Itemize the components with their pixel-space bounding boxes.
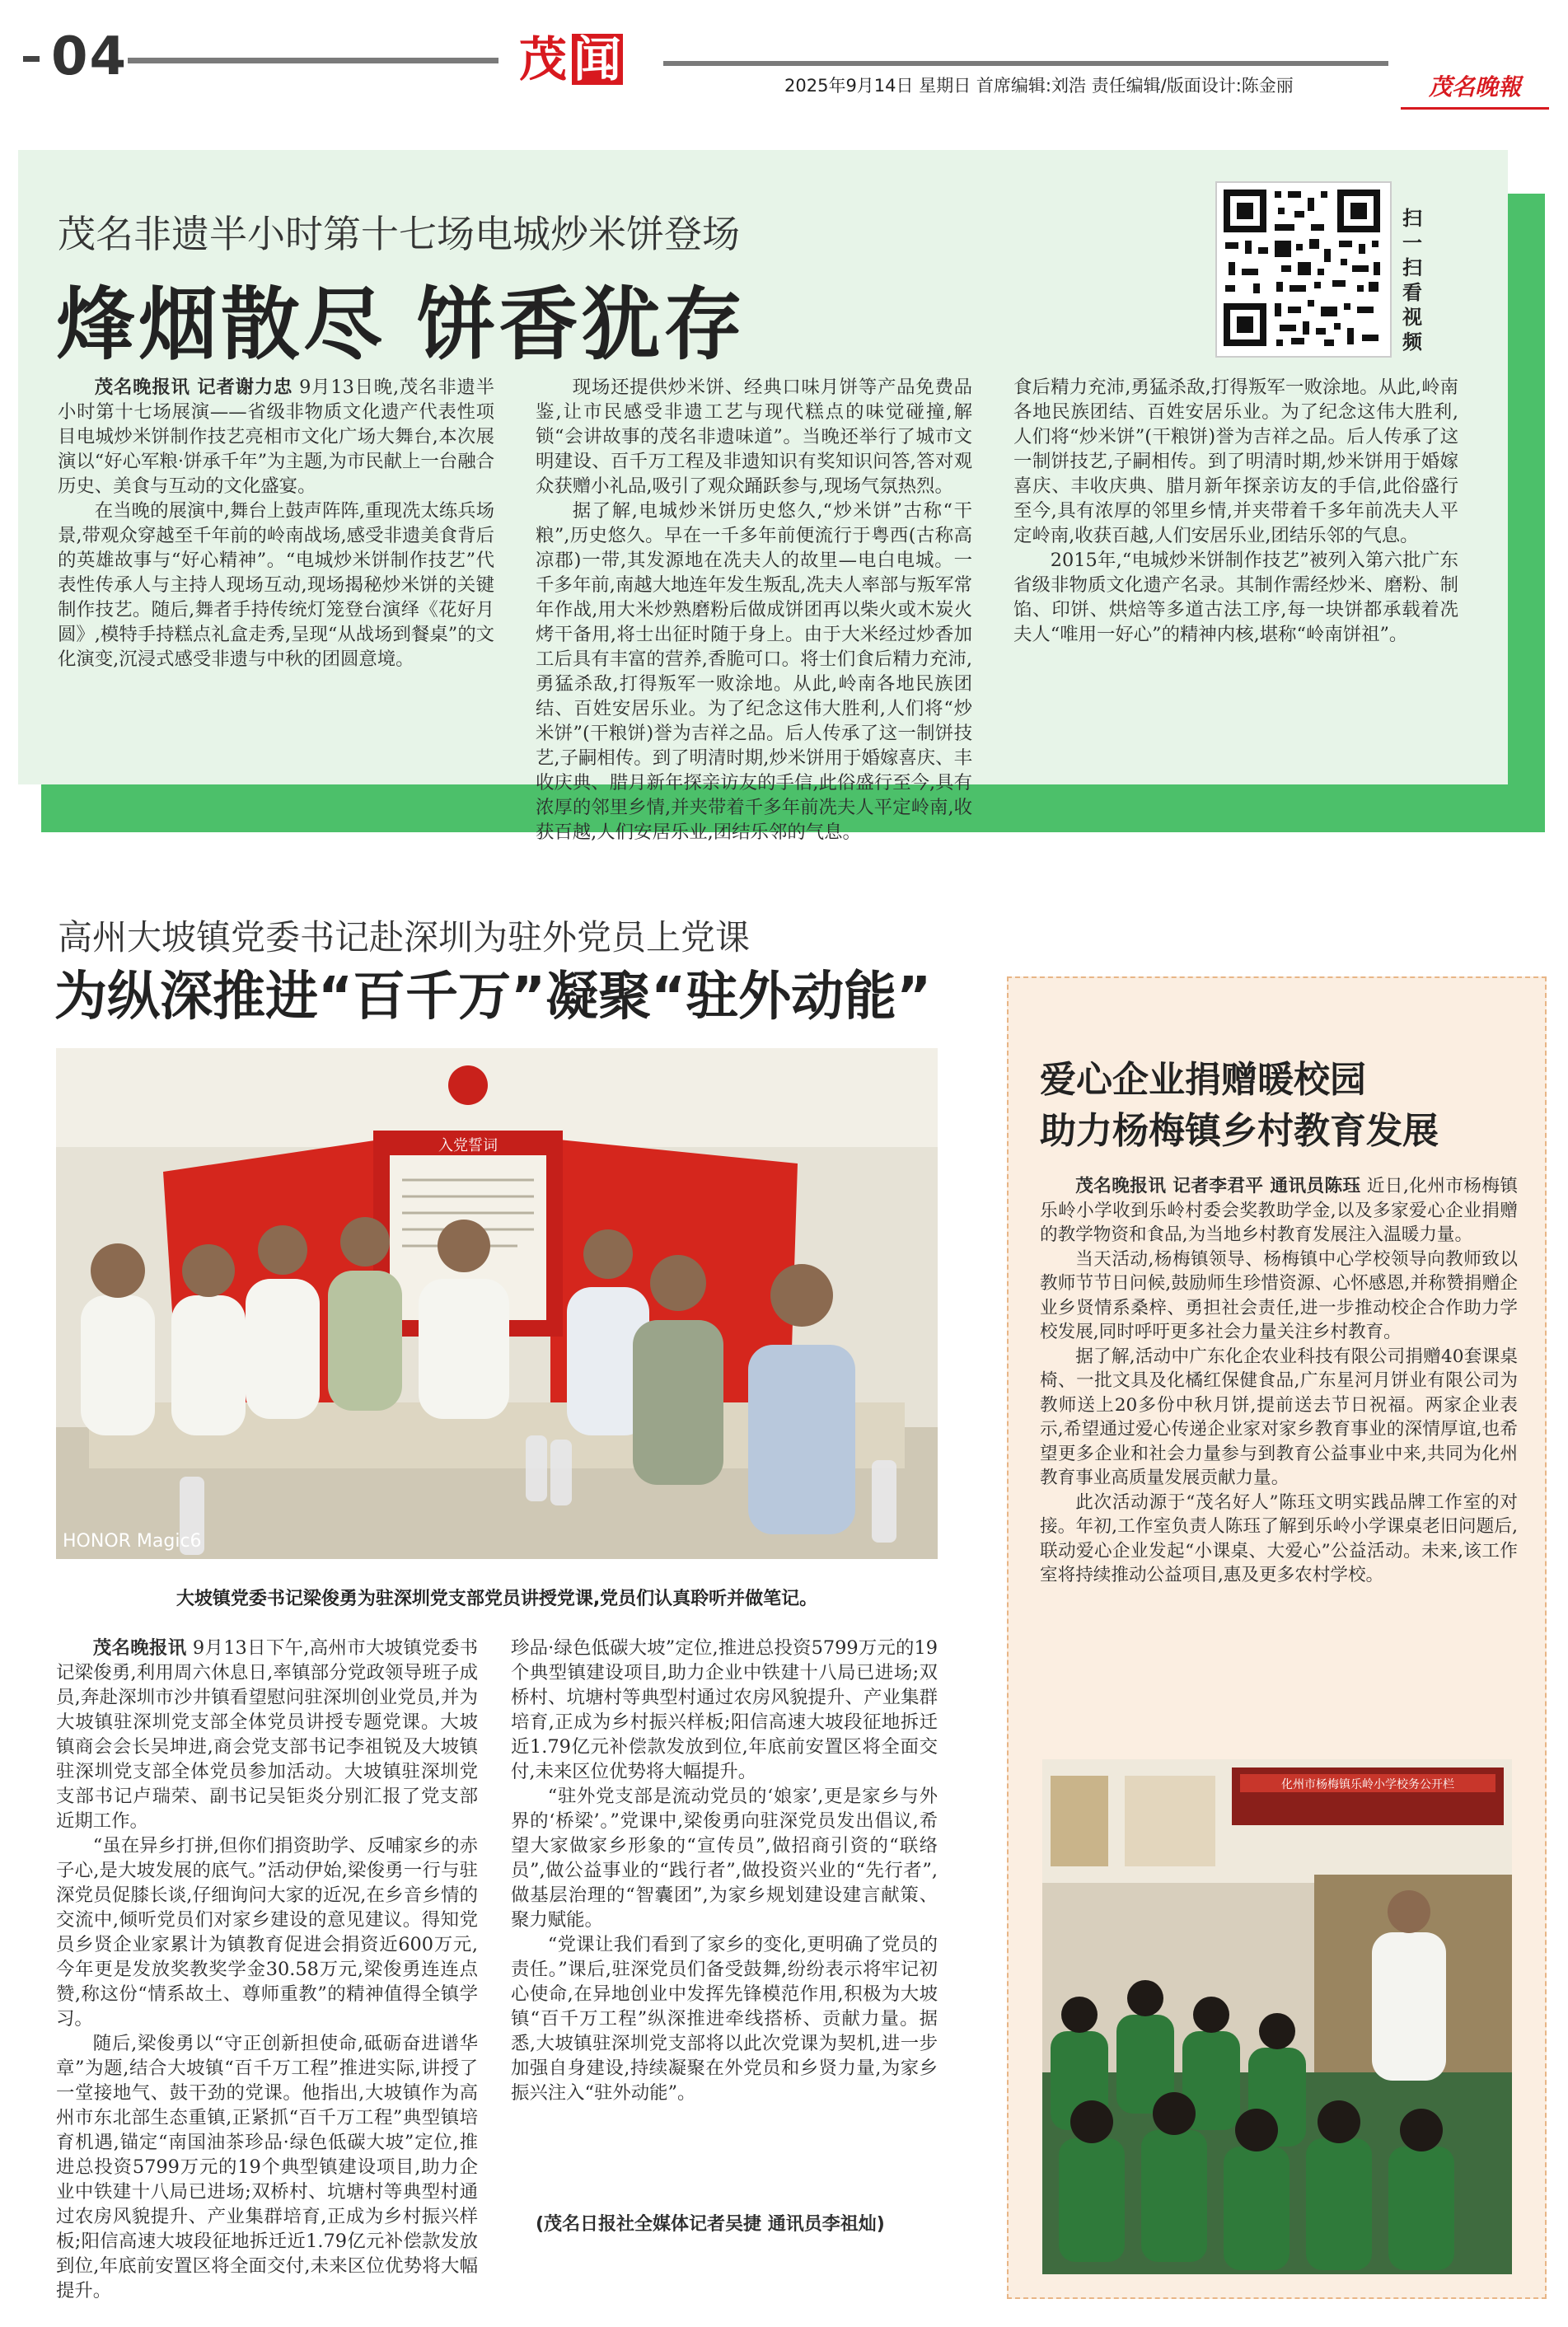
- school-sign-text: 化州市杨梅镇乐岭小学校务公开栏: [1281, 1778, 1454, 1791]
- page-number-dash: [23, 56, 40, 62]
- story3-headline-line1: 爱心企业捐赠暖校园: [1040, 1059, 1366, 1101]
- story3-headline: [1040, 1055, 1534, 1157]
- story3-photo: [1042, 1759, 1512, 2274]
- story1-paragraph: 2015年,“电城炒米饼制作技艺”被列入第六批广东省级非物质文化遗产名录。其制作需经炒米、磨粉、制馅、印饼、烘焙等多道古法工序,每一块饼都承载着冼夫人“唯用一好心”的精神内核,堪称“岭南饼祖”。: [1013, 550, 1458, 645]
- page-number: 04: [51, 26, 129, 87]
- story1-paragraph: 在当晚的展演中,舞台上鼓声阵阵,重现冼太练兵场景,带观众穿越至千年前的岭南战场,感受非遗美食背后的英雄故事与“好心精神”。“电城炒米饼制作技艺”代表性传承人与主持人现场互动,现场揭秘炒米饼的关键制作技艺。随后,舞者手持传统灯笼登台演绎《花好月圆》,模特手持糕点礼盒走秀,呈现“从战场到餐桌”的文化演变,沉浸式感受非遗与中秋的团圆意境。: [58, 500, 494, 670]
- story1-column-1: [58, 375, 494, 672]
- story3-headline-line2: 助力杨梅镇乡村教育发展: [1040, 1110, 1439, 1152]
- section-tag-char-2: 闻: [573, 31, 622, 87]
- story2-column-2: [511, 1636, 938, 2105]
- story2-paragraph: [56, 1636, 478, 1833]
- classroom-photo-illustration: [1042, 1759, 1512, 2274]
- masthead-logo: 茂名晚報: [1401, 68, 1549, 110]
- qr-label: 扫一扫 看视频: [1402, 207, 1422, 353]
- story1-headline: 烽烟散尽 饼香犹存: [56, 279, 747, 371]
- story2-paragraph: 随后,梁俊勇以“守正创新担使命,砥砺奋进谱华章”为题,结合大坡镇“百千万工程”推进实际,讲授了一堂接地气、鼓干劲的党课。他指出,大坡镇作为高州市东北部生态重镇,正紧抓“百千万工程”典型镇培育机遇,锚定“南国油茶珍品·绿色低碳大坡”定位,推进总投资5799万元的19个典型镇建设项目,助力企业中铁建十八局已进场;双桥村、坑塘村等典型村通过农房风貌提升、产业集群培育,正成为乡村振兴样板;阳信高速大坡段征地拆迁近1.79亿元补偿款发放到位,年底前安置区将全面交付,未来区位优势将大幅提升。: [56, 2033, 478, 2301]
- header-rule-left: [128, 58, 498, 63]
- story2-paragraph-text: 9月13日下午,高州市大坡镇党委书记梁俊勇,利用周六休息日,率镇部分党政领导班子成员,奔赴深圳市沙井镇看望慰问驻深圳创业党员,并为大坡镇驻深圳党支部全体党员讲授专题党课。大坡镇商会会长吴坤进,商会党支部书记李祖锐及大坡镇驻深圳党支部全体党员参加活动。大坡镇驻深圳党支部书记卢瑞荣、副书记吴钜炎分别汇报了党支部近期工作。: [56, 1637, 478, 1832]
- section-tag-char-1: 茂: [519, 31, 568, 87]
- story1-byline: 茂名晚报讯 记者谢力忠: [94, 377, 293, 398]
- story3-byline: 茂名晚报讯 记者李君平 通讯员陈珏: [1075, 1176, 1361, 1196]
- story2-paragraph: “虽在异乡打拼,但你们捐资助学、反哺家乡的赤子心,是大坡发展的底气。”活动伊始,梁俊勇一行与驻深党员促膝长谈,仔细询问大家的近况,在乡音乡情的交流中,倾听党员们对家乡建设的意见建议。得知党员乡贤企业家累计为镇教育促进会捐资近600万元,今年更是发放奖教奖学金30.58万元,梁俊勇连连点赞,称这份“情系故土、尊师重教”的精神值得全镇学习。: [56, 1835, 478, 2030]
- header-rule-right: [663, 61, 1388, 66]
- story2-paragraph-continued: 珍品·绿色低碳大坡”定位,推进总投资5799万元的19个典型镇建设项目,助力企业中铁建十八局已进场;双桥村、坑塘村等典型村通过农房风貌提升、产业集群培育,正成为乡村振兴样板;阳信高速大坡段征地拆迁近1.79亿元补偿款发放到位,年底前安置区将全面交付,未来区位优势将大幅提升。: [511, 1637, 938, 1782]
- story1-paragraph: [58, 375, 494, 499]
- story3-paragraph: [1040, 1174, 1518, 1248]
- qr-code[interactable]: [1215, 181, 1392, 358]
- story1-paragraph-text: 9月13日晚,茂名非遗半小时第十七场展演——省级非物质文化遗产代表性项目电城炒米饼制作技艺亮相市文化广场大舞台,本次展演以“好心军粮·饼承千年”为主题,为市民献上一台融合历史、美食与互动的文化盛宴。: [58, 377, 494, 497]
- story2-kicker: 高州大坡镇党委书记赴深圳为驻外党员上党课: [58, 917, 751, 957]
- section-tag: [519, 31, 623, 87]
- story2-column-1: [56, 1636, 478, 2301]
- story1-paragraph: 据了解,电城炒米饼历史悠久,“炒米饼”古称“干粮”,历史悠久。早在一千多年前便流行于粤西(古称高凉郡)一带,其发源地在冼夫人的故里—电白电城。一千多年前,南越大地连年发生叛乱,冼夫人率部与叛军常年作战,用大米炒熟磨粉后做成饼团再以柴火或木炭火烤干备用,将士出征时随于身上。由于大米经过炒香加工后具有丰富的营养,香脆可口。将士们食后精力充沛,勇猛杀敌,打得叛军一败涂地。从此,岭南各地民族团结、百姓安居乐业。为了纪念这伟大胜利,人们将“炒米饼”(干粮饼)誉为吉祥之品。后人传承了这一制饼技艺,子嗣相传。到了明清时期,炒米饼用于婚嫁喜庆、丰收庆典、腊月新年探亲访友的手信,此俗盛行至今,具有浓厚的邻里乡情,并夹带着千多年前冼夫人平定岭南,收获百越,人们安居乐业,团结乐邻的气息。: [536, 500, 972, 843]
- story3-body: [1040, 1174, 1518, 1588]
- meeting-photo-illustration: [56, 1048, 938, 1559]
- story3-paragraph: 据了解,活动中广东化企农业科技有限公司捐赠40套课桌椅、一批文具及化橘红保健食品,广东星河月饼业有限公司为教师送上20多份中秋月饼,提前送去节日祝福。两家企业表示,希望通过爱心传递企业家对家乡教育事业的深情厚谊,也希望更多企业和社会力量参与到教育公益事业中来,共同为化州教育事业高质量发展贡献力量。: [1040, 1346, 1518, 1488]
- story1-column-3: [1013, 375, 1458, 647]
- story1-paragraph: 现场还提供炒米饼、经典口味月饼等产品免费品鉴,让市民感受非遗工艺与现代糕点的味觉碰撞,解锁“会讲故事的茂名非遗味道”。当晚还举行了城市文明建设、百千万工程及非遗知识有奖知识问答,答对观众获赠小礼品,吸引了观众踊跃参与,现场气氛热烈。: [536, 377, 972, 497]
- oath-banner-text: 入党誓词: [438, 1137, 498, 1154]
- story1-kicker: 茂名非遗半小时第十七场电城炒米饼登场: [58, 212, 740, 256]
- story2-paragraph: “驻外党支部是流动党员的‘娘家’,更是家乡与外界的‘桥梁’。”党课中,梁俊勇向驻深党员发出倡议,希望大家做家乡形象的“宣传员”,做招商引资的“联络员”,做公益事业的“践行者”,做投资兴业的“先行者”,做基层治理的“智囊团”,为家乡规划建设建言献策、聚力赋能。: [511, 1786, 938, 1931]
- camera-watermark: HONOR Magic6: [63, 1531, 202, 1552]
- story2-photo: [56, 1048, 938, 1559]
- dateline: 2025年9月14日 星期日 首席编辑:刘浩 责任编辑/版面设计:陈金丽: [784, 76, 1294, 96]
- story2-paragraph: “党课让我们看到了家乡的变化,更明确了党员的责任。”课后,驻深党员们备受鼓舞,纷纷表示将牢记初心使命,在异地创业中发挥先锋模范作用,积极为大坡镇“百千万工程”纵深推进牵线搭桥、贡献力量。据悉,大坡镇驻深圳党支部将以此次党课为契机,进一步加强自身建设,持续凝聚在外党员和乡贤力量,为家乡振兴注入“驻外动能”。: [511, 1934, 938, 2104]
- story2-photo-caption: 大坡镇党委书记梁俊勇为驻深圳党支部党员讲授党课,党员们认真聆听并做笔记。: [176, 1589, 818, 1609]
- story2-credit: (茂名日报社全媒体记者吴捷 通讯员李祖灿): [536, 2214, 885, 2235]
- story3-paragraph: 此次活动源于“茂名好人”陈珏文明实践品牌工作室的对接。年初,工作室负责人陈珏了解到乐岭小学课桌老旧问题后,联动爱心企业发起“小课桌、大爱心”公益活动。未来,该工作室将持续推动公益项目,惠及更多农村学校。: [1040, 1491, 1518, 1585]
- qr-code-graphic: [1217, 183, 1387, 353]
- story1-paragraph-continued: 食后精力充沛,勇猛杀敌,打得叛军一败涂地。从此,岭南各地民族团结、百姓安居乐业。为了纪念这伟大胜利,人们将“炒米饼”(干粮饼)誉为吉祥之品。后人传承了这一制饼技艺,子嗣相传。到了明清时期,炒米饼用于婚嫁喜庆、丰收庆典、腊月新年探亲访友的手信,此俗盛行至今,具有浓厚的邻里乡情,并夹带着千多年前冼夫人平定岭南,收获百越,人们安居乐业,团结乐邻的气息。: [1013, 377, 1458, 546]
- story1-column-2: [536, 375, 972, 843]
- story3-paragraph: 当天活动,杨梅镇领导、杨梅镇中心学校领导向教师致以教师节节日问候,鼓励师生珍惜资源、心怀感恩,并称赞捐赠企业乡贤情系桑梓、勇担社会责任,进一步推动校企合作助力学校发展,同时呼吁更多社会力量关注乡村教育。: [1040, 1248, 1518, 1342]
- story2-headline: 为纵深推进“百千万”凝聚“驻外动能”: [54, 967, 932, 1028]
- story3-paragraph-text: 近日,化州市杨梅镇乐岭小学收到乐岭村委会奖教助学金,以及多家爱心企业捐赠的教学物资和食品,为当地乡村教育发展注入温暖力量。: [1040, 1176, 1518, 1245]
- story2-byline: 茂名晚报讯: [92, 1637, 187, 1659]
